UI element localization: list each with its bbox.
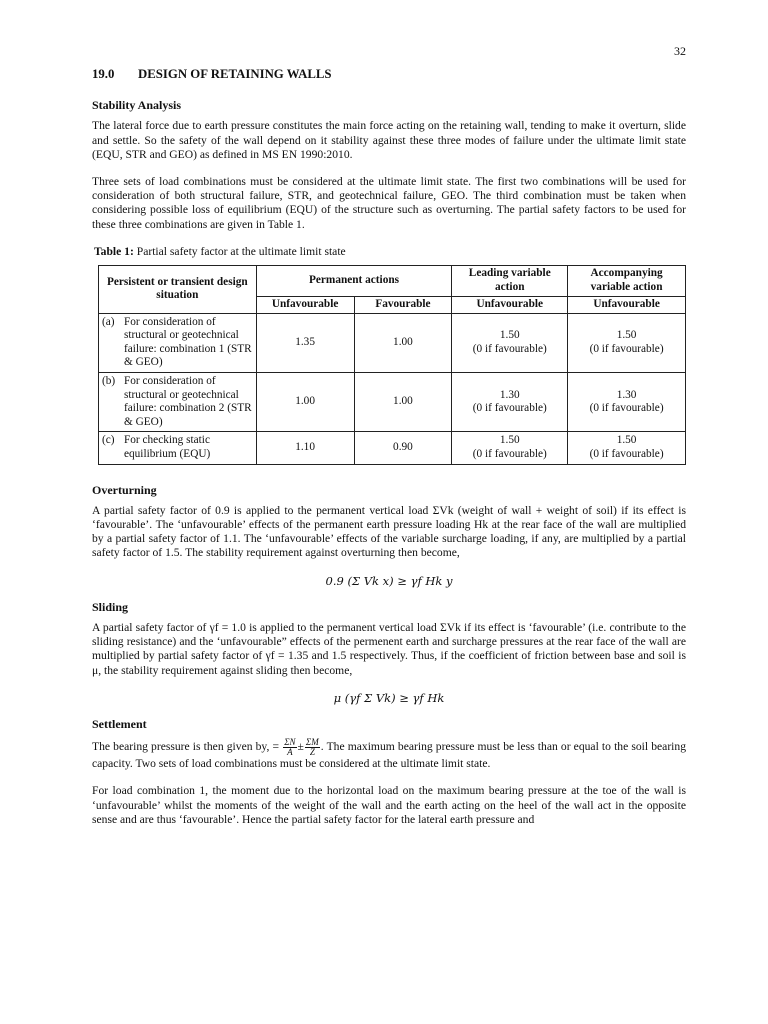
fraction-numerator: ΣN: [284, 737, 296, 748]
overturning-equation: 0.9 (Σ Vk x) ≥ γf Hk y: [325, 573, 453, 588]
leading-value: 1.50: [499, 434, 520, 447]
fraction-n-over-a: [283, 738, 296, 757]
row-situation: For checking static equilibrium (EQU): [124, 434, 211, 460]
fraction-m-over-z: [305, 738, 320, 757]
table-header-row: [99, 266, 686, 297]
fraction-denominator: Z: [309, 747, 315, 758]
leading-note: (0 if favourable): [472, 447, 547, 460]
leading-value-cell: [452, 313, 568, 372]
fraction-numerator: ΣM: [305, 737, 319, 748]
row-label: (b): [102, 375, 116, 387]
leading-value-cell: [452, 373, 568, 432]
stability-paragraph-1: The lateral force due to earth pressure constitutes the main force acting on the retaining wall, tending to make it overturn, slide and settle. So the safety of the wall depend on it stability against these three modes of failure under the ultimate limit state (EQU, STR and GEO) as defined in MS EN 1990:2010.: [92, 119, 686, 161]
table-caption-text: Partial safety factor at the ultimate limit state: [136, 244, 346, 258]
row-situation: For consideration of structural or geotechnical failure: combination 1 (STR & GEO): [124, 315, 252, 369]
leading-value-cell: [452, 432, 568, 464]
permanent-unfavourable-value: 1.10: [256, 432, 354, 464]
sliding-equation: μ (γf Σ Vk) ≥ γf Hk: [333, 690, 445, 705]
sliding-paragraph: A partial safety factor of γf = 1.0 is applied to the permanent vertical load ΣVk if its effect is ‘favourable’ (i.e. contribute to the sliding resistance) and the ‘unfavourable” effects of the permenent earth and surcharge pressures at the rear face of the wall are multiplied by partial safety factor of γf = 1.35 and 1.5 respectively. Thus, if the coefficient of friction between base and soil is μ, the stability requirement against sliding then become,: [92, 620, 686, 677]
accompanying-note: (0 if favourable): [589, 447, 664, 460]
table-row: [99, 373, 686, 432]
settlement-paragraph-2: For load combination 1, the moment due to the horizontal load on the maximum bearing pressure at the toe of the wall is ‘unfavourable’ whilst the moments of the weight of the wall and the earth acting on the heel of the wall act in the opposite sense and are thus ‘favourable’. Hence the partial safety factor for the lateral earth pressure and: [92, 784, 686, 826]
section-number: 19.0: [92, 67, 115, 81]
stability-paragraph-2: Three sets of load combinations must be considered at the ultimate limit state. The first two combinations will be used for consideration of both structural failure, STR, and geotechnical failure, GEO. The third combination must be taken when considering possible loss of equilibrium (EQU) of the structure such as overturning. The partial safety factors to be used for these three combinations are given in Table 1.: [92, 175, 686, 231]
header-accompanying: Accompanying variable action: [568, 266, 686, 297]
row-situation: For consideration of structural or geotechnical failure: combination 2 (STR & GEO): [124, 375, 252, 428]
page-number: 32: [674, 44, 686, 58]
section-title-text: DESIGN OF RETAINING WALLS: [138, 67, 332, 81]
accompanying-value-cell: [568, 373, 686, 432]
settlement-paragraph-1: [92, 738, 686, 771]
document-body: [92, 67, 686, 840]
row-label: (c): [102, 434, 115, 447]
sliding-heading: Sliding: [92, 599, 129, 614]
subheader-accompanying-unfavourable: Unfavourable: [568, 297, 686, 314]
table-caption: [94, 245, 686, 259]
leading-value: 1.50: [499, 329, 520, 342]
leading-value: 1.30: [499, 388, 520, 401]
situation-cell: [99, 432, 257, 464]
table-row: [99, 313, 686, 372]
settlement-text-after: . The maximum bearing pressure must be less than or equal to the soil bearing capacity. Two sets of load combinations must be considered at the ultimate limit state.: [92, 740, 686, 771]
permanent-favourable-value: 1.00: [354, 373, 452, 432]
row-label: (a): [102, 315, 115, 328]
plus-minus: ±: [297, 740, 304, 754]
partial-safety-factor-table: [98, 265, 686, 465]
stability-heading: Stability Analysis: [92, 98, 182, 113]
settlement-text-before: The bearing pressure is then given by, =: [92, 740, 280, 754]
permanent-favourable-value: 0.90: [354, 432, 452, 464]
fraction-denominator: A: [287, 747, 293, 758]
subheader-unfavourable: Unfavourable: [256, 297, 354, 314]
permanent-unfavourable-value: 1.00: [256, 373, 354, 432]
accompanying-note: (0 if favourable): [589, 402, 664, 415]
table-row: [99, 432, 686, 464]
accompanying-value-cell: [568, 313, 686, 372]
table-caption-label: Table 1:: [94, 244, 134, 258]
accompanying-value: 1.50: [616, 434, 637, 447]
situation-cell: [99, 313, 257, 372]
subheader-leading-unfavourable: Unfavourable: [452, 297, 568, 314]
accompanying-value: 1.50: [616, 329, 637, 342]
overturning-paragraph: A partial safety factor of 0.9 is applied to the permanent vertical load ΣVk (weight of wall + weight of soil) if its effect is ‘favourable’. The ‘unfavourable’ effects of the permanent earth pressure loading Hk at the rear face of the wall are multiplied by a partial safety factor of 1.1. The ‘unfavourable’ effects of the variable surcharge loading, if any, are multiplied by a partial safety factor of 1.5. The stability requirement against overturning then become,: [92, 503, 686, 560]
accompanying-value-cell: [568, 432, 686, 464]
section-title: [92, 67, 686, 81]
permanent-unfavourable-value: 1.35: [256, 313, 354, 372]
leading-note: (0 if favourable): [472, 402, 547, 415]
header-leading: Leading variable action: [452, 266, 568, 297]
header-permanent: Permanent actions: [256, 266, 452, 297]
accompanying-value: 1.30: [616, 388, 637, 401]
situation-cell: [99, 373, 257, 432]
subheader-favourable: Favourable: [354, 297, 452, 314]
settlement-heading: Settlement: [92, 717, 147, 731]
header-situation: Persistent or transient design situation: [99, 266, 257, 314]
accompanying-note: (0 if favourable): [589, 342, 664, 355]
leading-note: (0 if favourable): [472, 342, 547, 355]
permanent-favourable-value: 1.00: [354, 313, 452, 372]
overturning-heading: Overturning: [92, 482, 157, 497]
